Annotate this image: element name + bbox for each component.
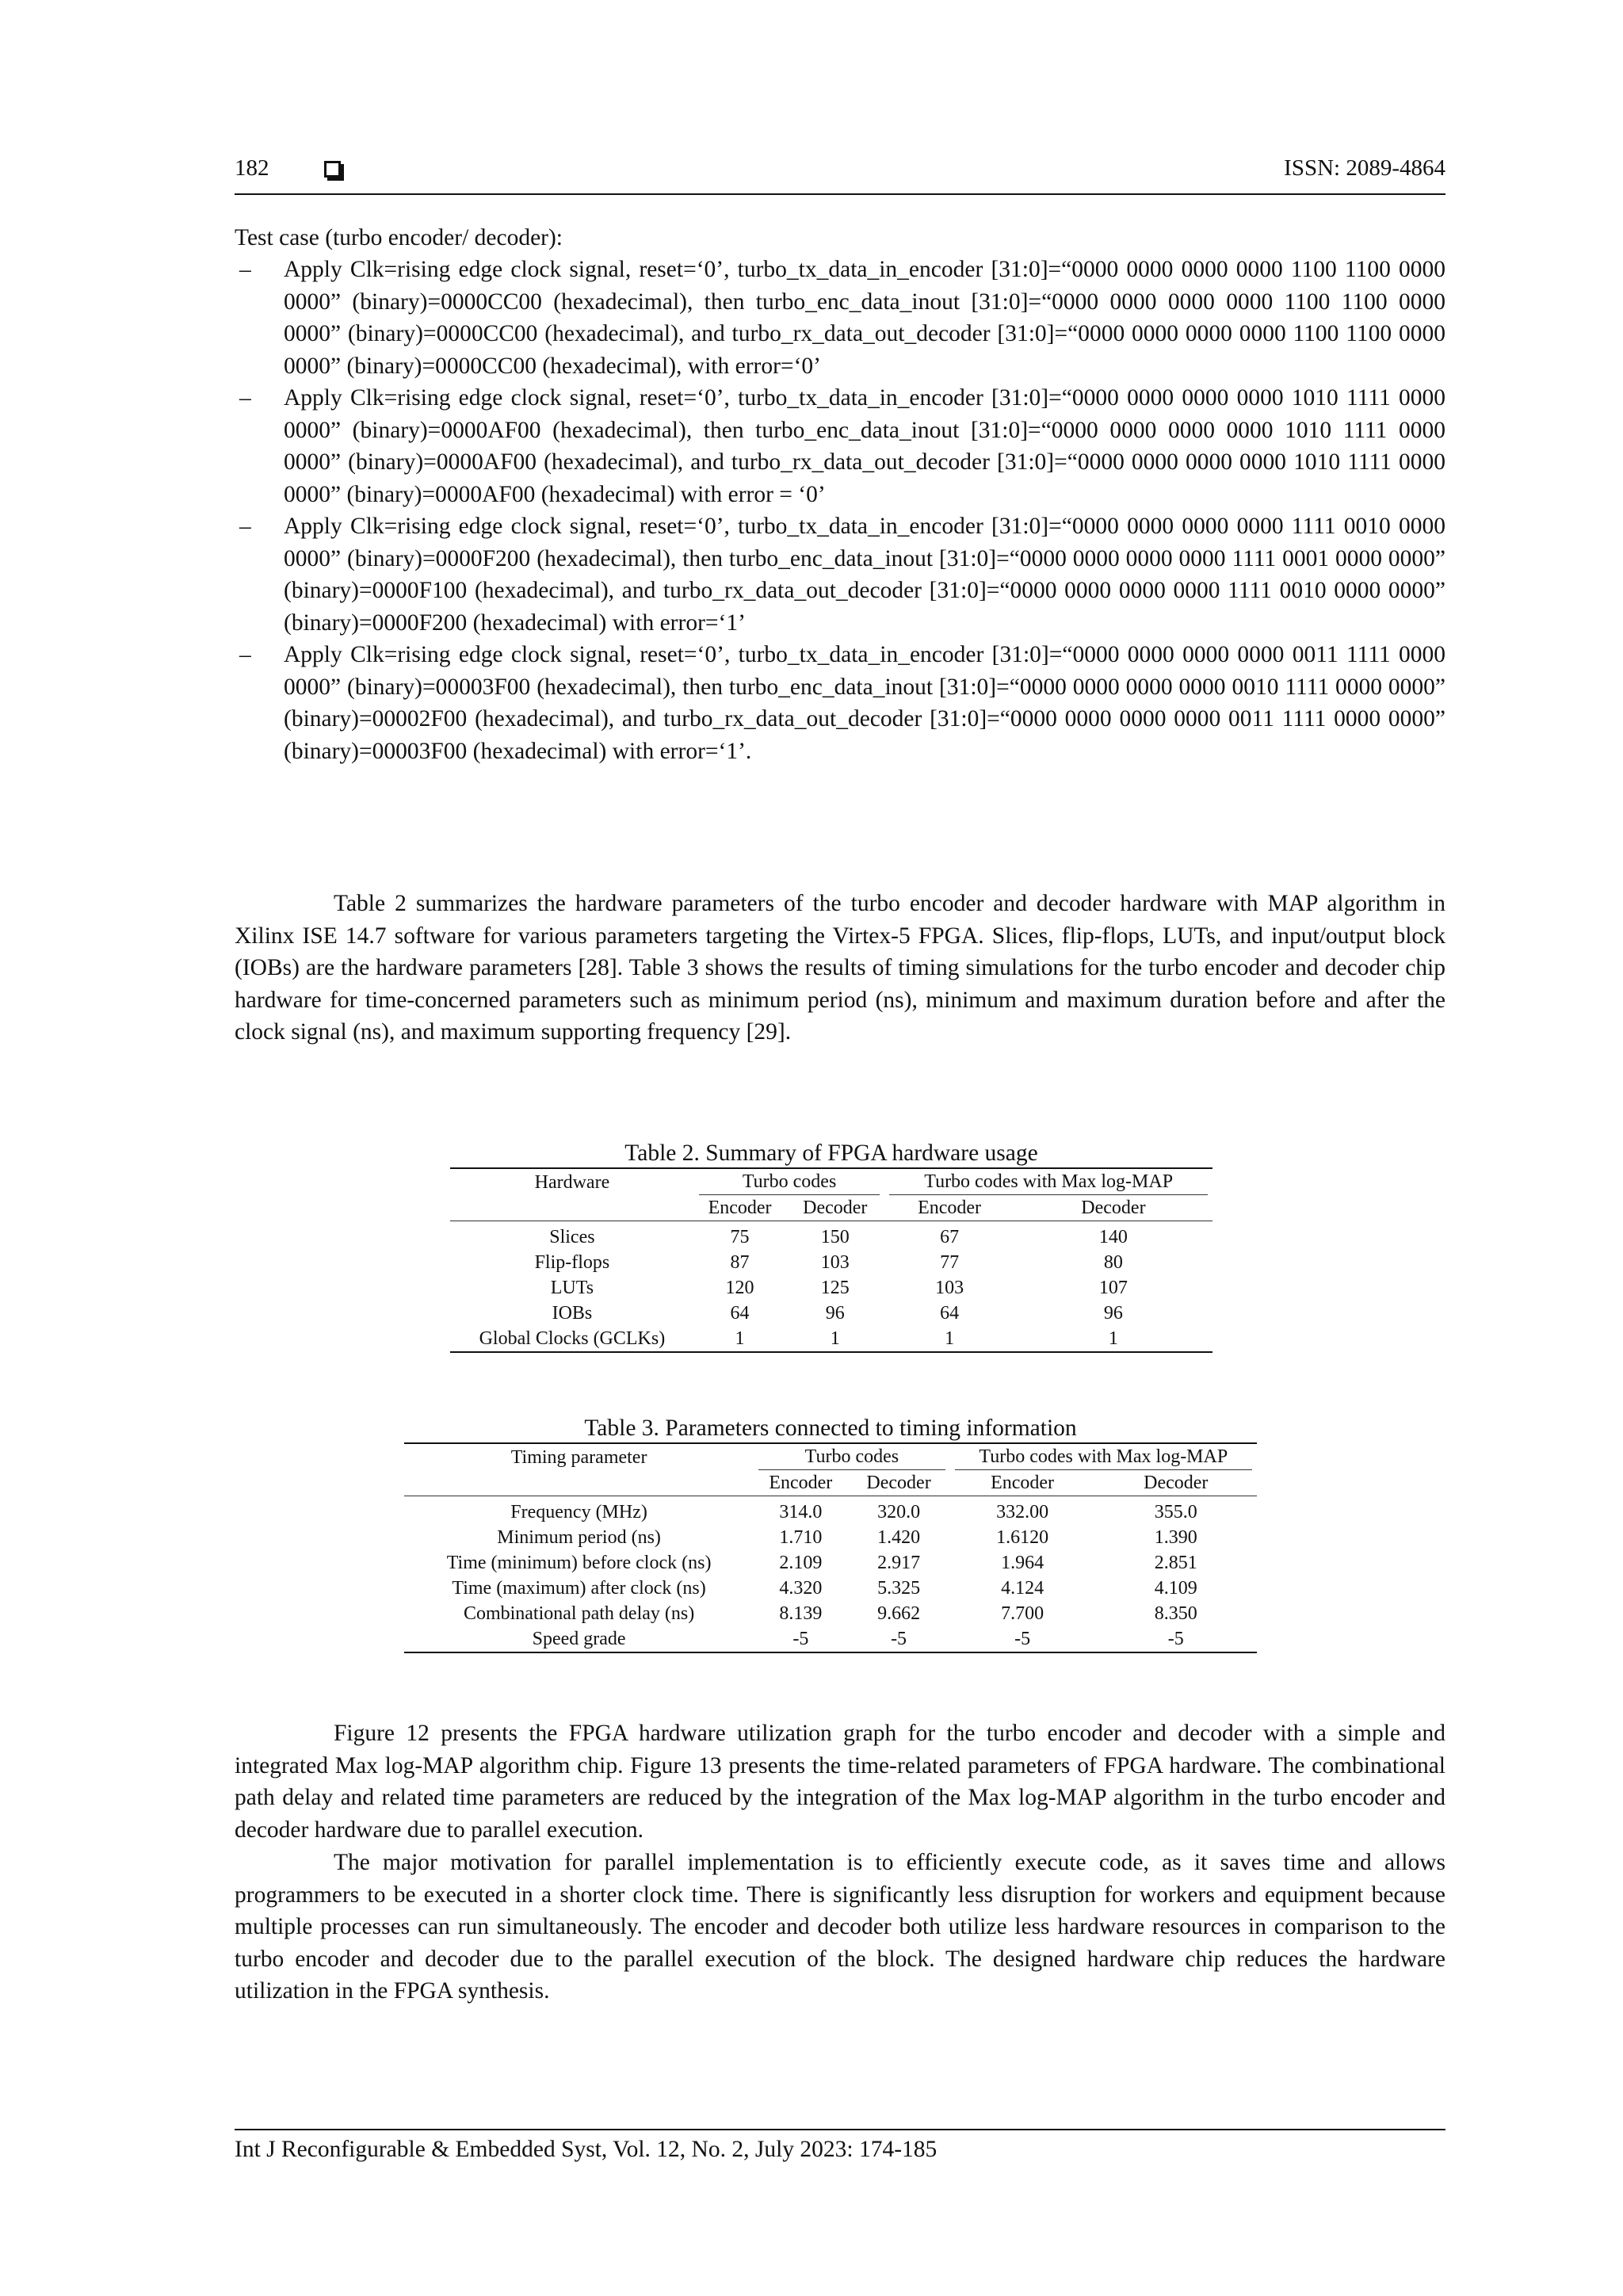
table-3 [404, 1414, 1257, 1653]
group-underline [955, 1469, 1252, 1470]
table-row: IOBs 64 96 64 96 [552, 1303, 1123, 1324]
paragraph-tables-intro: Table 2 summarizes the hardware parameters of the turbo encoder and decoder hardware with MAP algorithm in Xilinx ISE 14.7 software for various parameters targeting the Virtex-5 FPGA. Slices, flip-flops, LUTs, and input/output block (IOBs) are the hardware parameters [28]. Table 3 shows the results of timing simulations for the turbo encoder and decoder chip hardware for time-concerned parameters such as minimum period (ns), minimum and maximum duration before and after the clock signal (ns), and maximum supporting frequency [29]. [235, 891, 1445, 1045]
table-row: Combinational path delay (ns) 8.139 9.662 7.700 8.350 [463, 1603, 1197, 1624]
table-row: Time (maximum) after clock (ns) 4.320 5.325 4.124 4.109 [452, 1578, 1197, 1599]
group-underline [889, 1194, 1208, 1195]
issn-label: ISSN: 2089-4864 [1284, 155, 1445, 181]
column-subheader: Encoder [708, 1198, 772, 1218]
table-2-caption: Table 2. Summary of FPGA hardware usage [624, 1140, 1038, 1166]
table-2-grid [450, 1167, 1212, 1353]
column-group-header: Turbo codes [754, 1443, 949, 1470]
page-footer: Int J Reconfigurable & Embedded Syst, Vol. 12, No. 2, July 2023: 174-185 [235, 2137, 938, 2162]
list-item: – Apply Clk=rising edge clock signal, reset=‘0’, turbo_tx_data_in_encoder [31:0]=“0000 0000 0000 0000 0011 1111 0000 0000” (binary)=00003F00 (hexadecimal), then turbo_enc_data_inout [31:0]=“0000 0000 0000 0000 0010 1111 0000 0000” (binary)=00002F00 (hexadecimal), and turbo_rx_data_out_decoder [31:0]=“0000 0000 0000 0000 0011 1111 0000 0000” (binary)=00003F00 (hexadecimal) with error=‘1’. [235, 639, 1445, 767]
table-row: Slices 75 150 67 140 [450, 1221, 1212, 1251]
table-row: Time (minimum) before clock (ns) 2.109 2.917 1.964 2.851 [446, 1553, 1197, 1573]
table-row: Minimum period (ns) 1.710 1.420 1.6120 1.390 [497, 1527, 1197, 1548]
footer-rule [235, 2129, 1445, 2130]
table-3-caption: Table 3. Parameters connected to timing information [584, 1415, 1077, 1441]
column-subheader: Decoder [803, 1198, 868, 1218]
table-row: Frequency (MHz) 314.0 320.0 332.00 355.0 [404, 1496, 1257, 1526]
column-subheader: Decoder [1081, 1198, 1146, 1218]
column-header: Hardware [450, 1168, 694, 1195]
list-item: – Apply Clk=rising edge clock signal, reset=‘0’, turbo_tx_data_in_encoder [31:0]=“0000 0000 0000 0000 1100 1100 0000 0000” (binary)=0000CC00 (hexadecimal), then turbo_enc_data_inout [31:0]=“0000 0000 0000 0000 1100 1100 0000 0000” (binary)=0000CC00 (hexadecimal), and turbo_rx_data_out_decoder [31:0]=“0000 0000 0000 0000 1100 1100 0000 0000” (binary)=0000CC00 (hexadecimal), with error=‘0’ [235, 254, 1445, 382]
column-subheader: Encoder [918, 1198, 982, 1218]
column-group-header: Turbo codes with Max log-MAP [884, 1168, 1212, 1195]
test-case-list [235, 254, 1445, 767]
table-row: Flip-flops 87 103 77 80 [534, 1252, 1123, 1273]
checkbox-square-icon [324, 161, 341, 178]
list-item: – Apply Clk=rising edge clock signal, reset=‘0’, turbo_tx_data_in_encoder [31:0]=“0000 0000 0000 0000 1111 0010 0000 0000” (binary)=0000F200 (hexadecimal), then turbo_enc_data_inout [31:0]=“0000 0000 0000 0000 1111 0001 0000 0000” (binary)=0000F100 (hexadecimal), and turbo_rx_data_out_decoder [31:0]=“0000 0000 0000 0000 1111 0010 0000 0000” (binary)=0000F200 (hexadecimal) with error=‘1’ [235, 510, 1445, 639]
test-case-title: Test case (turbo encoder/ decoder): [235, 225, 563, 250]
dash-bullet-icon: – [239, 642, 251, 667]
page-header [235, 155, 1445, 190]
dash-bullet-icon: – [239, 385, 251, 411]
paragraph-parallel: The major motivation for parallel implementation is to efficiently execute code, as it saves time and allows programmers to be executed in a shorter clock time. There is significantly less disruption for workers and equipment because multiple processes can run simultaneously. The encoder and decoder both utilize less hardware resources in comparison to the turbo encoder and decoder due to the parallel execution of the block. The designed hardware chip reduces the hardware utilization in the FPGA synthesis. [235, 1850, 1445, 2004]
table-row: Speed grade -5 -5 -5 -5 [404, 1626, 1257, 1652]
paragraph-figures: Figure 12 presents the FPGA hardware utilization graph for the turbo encoder and decoder with a simple and integrated Max log-MAP algorithm chip. Figure 13 presents the time-related parameters of FPGA hardware. The combinational path delay and related time parameters are reduced by the integration of the Max log-MAP algorithm in the turbo encoder and decoder hardware due to parallel execution. [235, 1721, 1445, 1843]
dash-bullet-icon: – [239, 514, 251, 539]
column-subheader: Encoder [769, 1473, 833, 1493]
table-row: LUTs 120 125 103 107 [550, 1278, 1128, 1298]
column-group-header: Turbo codes [694, 1168, 884, 1195]
column-subheader: Decoder [1144, 1473, 1209, 1493]
table-2 [450, 1139, 1212, 1353]
column-subheader: Decoder [866, 1473, 931, 1493]
group-underline [758, 1469, 945, 1470]
column-group-header: Turbo codes with Max log-MAP [950, 1443, 1257, 1470]
group-underline [699, 1194, 880, 1195]
header-rule [235, 193, 1445, 195]
column-subheader: Encoder [991, 1473, 1055, 1493]
column-header: Timing parameter [404, 1443, 754, 1470]
list-item: – Apply Clk=rising edge clock signal, reset=‘0’, turbo_tx_data_in_encoder [31:0]=“0000 0000 0000 0000 1010 1111 0000 0000” (binary)=0000AF00 (hexadecimal), then turbo_enc_data_inout [31:0]=“0000 0000 0000 0000 1010 1111 0000 0000” (binary)=0000AF00 (hexadecimal), and turbo_rx_data_out_decoder [31:0]=“0000 0000 0000 0000 1010 1111 0000 0000” (binary)=0000AF00 (hexadecimal) with error = ‘0’ [235, 382, 1445, 510]
table-3-grid [404, 1442, 1257, 1653]
dash-bullet-icon: – [239, 257, 251, 282]
page-number: 182 [235, 155, 269, 181]
table-row: Global Clocks (GCLKs) 1 1 1 1 [450, 1326, 1212, 1352]
